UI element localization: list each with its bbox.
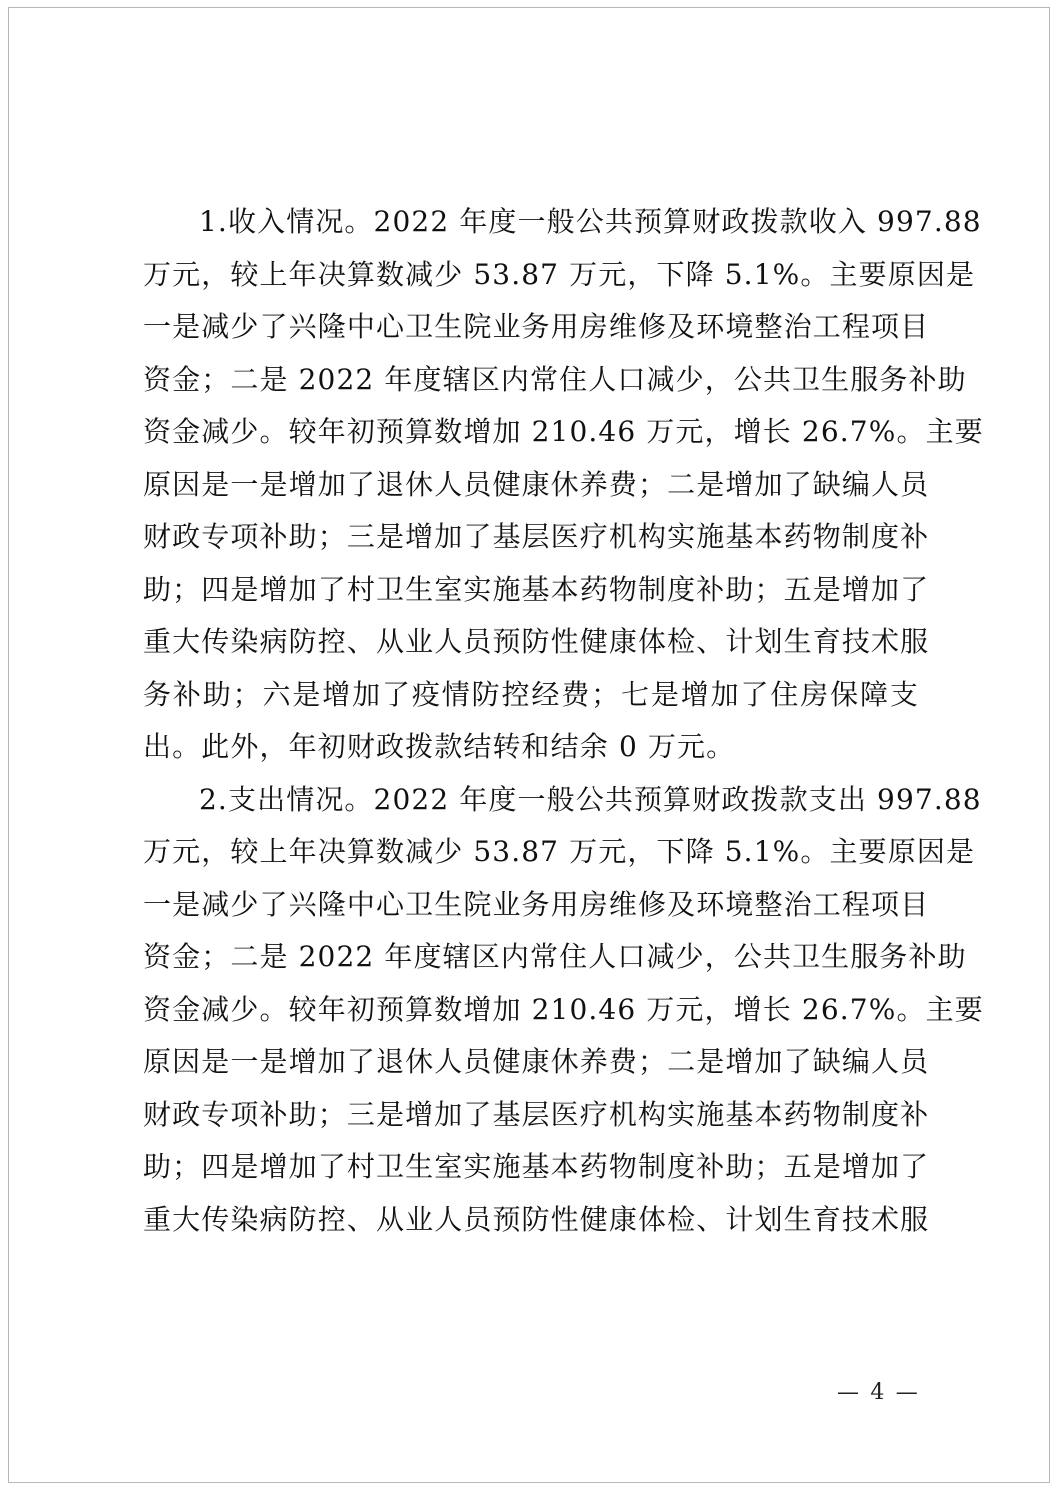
text-line: 财政专项补助；三是增加了基层医疗机构实施基本药物制度补 (143, 520, 930, 553)
text-line: 原因是一是增加了退休人员健康休养费；二是增加了缺编人员 (143, 1045, 930, 1078)
text-line: 原因是一是增加了退休人员健康休养费；二是增加了缺编人员 (143, 467, 930, 501)
text-line: 助；四是增加了村卫生室实施基本药物制度补助；五是增加了 (143, 1150, 930, 1183)
text-line: 万元，较上年决算数减少 53.87 万元，下降 5.1%。主要原因是 (143, 257, 976, 291)
text-line: 财政专项补助；三是增加了基层医疗机构实施基本药物制度补 (143, 1097, 930, 1131)
paragraph-income (143, 196, 984, 774)
text-line: 出。此外，年初财政拨款结转和结余 0 万元。 (143, 730, 736, 763)
text-line: 资金减少。较年初预算数增加 210.46 万元，增长 26.7%。主要 (143, 415, 984, 448)
text-line: 1.收入情况。2022 年度一般公共预算财政拨款收入 997.88 (199, 205, 982, 238)
page-number: — 4 — (837, 1380, 920, 1405)
text-line: 万元，较上年决算数减少 53.87 万元，下降 5.1%。主要原因是 (143, 835, 976, 868)
text-line: 重大传染病防控、从业人员预防性健康体检、计划生育技术服 (143, 1202, 930, 1236)
text-line: 2.支出情况。2022 年度一般公共预算财政拨款支出 997.88 (199, 782, 982, 816)
text-line: 务补助；六是增加了疫情防控经费；七是增加了住房保障支 (143, 677, 919, 711)
text-line: 资金；二是 2022 年度辖区内常住人口减少，公共卫生服务补助 (143, 940, 967, 973)
text-line: 助；四是增加了村卫生室实施基本药物制度补助；五是增加了 (143, 572, 930, 606)
text-line: 资金减少。较年初预算数增加 210.46 万元，增长 26.7%。主要 (143, 992, 984, 1026)
text-line: 重大传染病防控、从业人员预防性健康体检、计划生育技术服 (143, 625, 930, 658)
text-line: 一是减少了兴隆中心卫生院业务用房维修及环境整治工程项目 (143, 887, 930, 921)
document-body (143, 196, 984, 1246)
text-line: 一是减少了兴隆中心卫生院业务用房维修及环境整治工程项目 (143, 310, 930, 343)
paragraph-expenditure (143, 774, 984, 1247)
text-line: 资金；二是 2022 年度辖区内常住人口减少，公共卫生服务补助 (143, 362, 967, 396)
